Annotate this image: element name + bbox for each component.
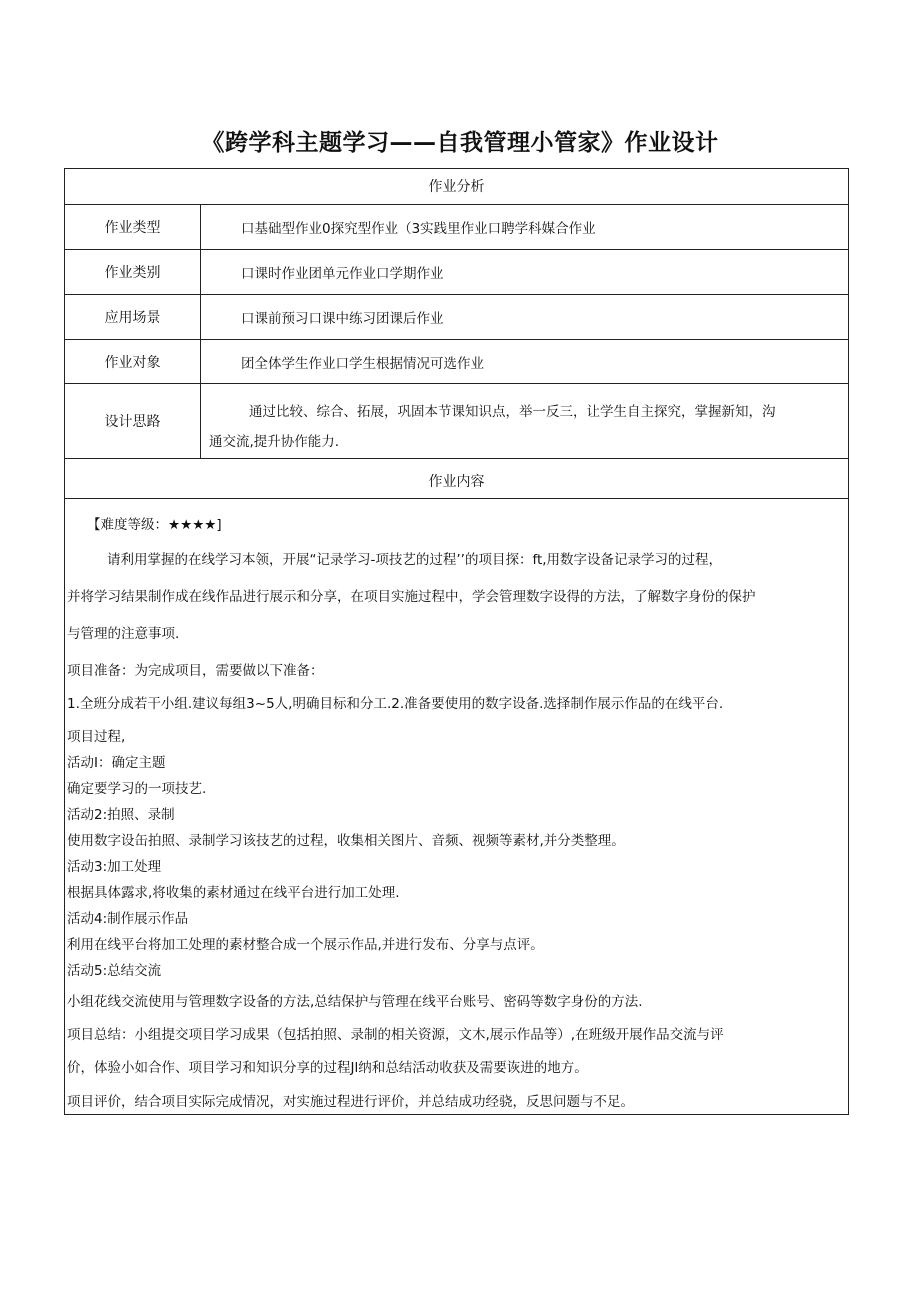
row-label-scenario: 应用场景 bbox=[65, 295, 201, 339]
table-row bbox=[65, 250, 848, 295]
row-label-category: 作业类别 bbox=[65, 250, 201, 294]
assignment-table bbox=[64, 168, 849, 1115]
difficulty-level: 【难度等级：★★★★] bbox=[87, 517, 222, 533]
activity2-desc: 使用数字设缶拍照、录制学习该技艺的过程，收集相关图片、音频、视频等素材,并分类整理。 bbox=[67, 833, 625, 849]
intro-line-2: 并将学习结果制作成在线作品进行展示和分享，在项目实施过程中，学会管理数字设得的方法，了解数字身份的保护 bbox=[67, 589, 756, 605]
activity3-title: 活动3:加工处理 bbox=[67, 859, 162, 875]
table-row bbox=[65, 205, 848, 250]
activity5-title: 活动5:总结交流 bbox=[67, 963, 162, 979]
activity1-desc: 确定要学习的一项技艺. bbox=[67, 781, 207, 797]
design-text bbox=[201, 384, 848, 458]
activity1-title: 活动I：确定主题 bbox=[67, 755, 166, 771]
row-value-target: 团全体学生作业口学生根据情况可选作业 bbox=[241, 355, 484, 372]
summary-line-2: 价，体验小如合作、项目学习和知识分享的过程Jl纳和总结活动收获及需要诙进的地方。 bbox=[67, 1060, 588, 1076]
table-row bbox=[65, 295, 848, 340]
row-value-category: 口课时作业团单元作业口学期作业 bbox=[241, 266, 444, 282]
design-line-1: 通过比较、综合、拓展，巩固本节课知识点，举一反三，让学生自主探究，掌握新知，沟 bbox=[249, 404, 776, 420]
content-header: 作业内容 bbox=[65, 459, 848, 499]
summary-line-1: 项目总结：小组提交项目学习成果（包括拍照、录制的相关资源，文木,展示作品等）,在班级开展作品交流与评 bbox=[67, 1027, 724, 1043]
process-title: 项目过程, bbox=[67, 729, 126, 745]
activity3-desc: 根据具体露求,将收集的素材通过在线平台进行加工处理. bbox=[67, 885, 400, 901]
intro-line-1: 请利用掌握的在线学习本领，开展“记录学习-项技艺的过程’’的项目探：ft,用数字设备记录学习的过程， bbox=[107, 552, 723, 568]
design-line-2: 通交流,提升协作能力. bbox=[209, 434, 340, 450]
row-label-type: 作业类型 bbox=[65, 205, 201, 249]
intro-line-3: 与管理的注意事项. bbox=[67, 626, 180, 642]
activity2-title: 活动2:拍照、录制 bbox=[67, 807, 175, 823]
row-value-scenario: 口课前预习口课中练习团课后作业 bbox=[241, 311, 444, 327]
table-row bbox=[65, 340, 848, 384]
prep-title: 项目准备：为完成项目，需要做以下准备： bbox=[67, 663, 324, 679]
activity5-desc: 小组花线交流使用与管理数字设备的方法,总结保护与管理在线平台账号、密码等数字身份的方法. bbox=[67, 994, 643, 1010]
activity4-title: 活动4:制作展示作品 bbox=[67, 911, 189, 927]
evaluation: 项目评价，结合项目实际完成情况，对实施过程进行评价，并总结成功经骁，反思问题与不足。 bbox=[67, 1094, 634, 1110]
analysis-header: 作业分析 bbox=[65, 169, 848, 205]
row-label-design: 设计思路 bbox=[65, 384, 201, 458]
prep-items: 1.全班分成若干小组.建议每组3~5人,明确目标和分工.2.准备要使用的数字设备.选择制作展示作品的在线平台. bbox=[67, 696, 724, 712]
document-title: 《跨学科主题学习——自我管理小管家》作业设计 bbox=[201, 130, 719, 156]
table-row bbox=[65, 384, 848, 459]
row-value-type: 口基础型作业0探究型作业（3实践里作业口聘学科媒合作业 bbox=[241, 221, 596, 237]
row-label-target: 作业对象 bbox=[65, 340, 201, 383]
activity4-desc: 利用在线平台将加工处理的素材整合成一个展示作品,并进行发布、分享与点评。 bbox=[67, 937, 544, 953]
